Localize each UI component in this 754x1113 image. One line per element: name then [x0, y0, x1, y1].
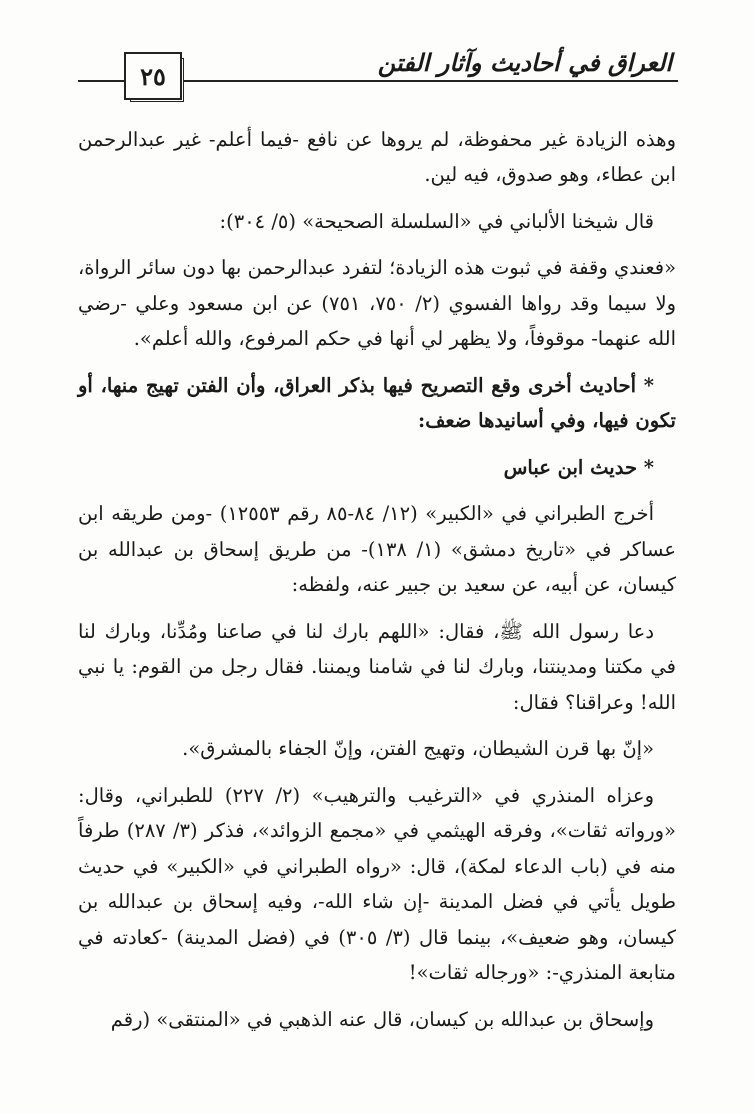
hadith-text: دعا رسول الله ﷺ، فقال: «اللهم بارك لنا في صاعنا ومُدِّنا، وبارك لنا في مكتنا ومدينتنا، وبارك لنا في شامنا ويمننا. فقال رجل من القوم: يا نبي الله! وعراقنا؟ فقال: — [78, 619, 676, 714]
page-number: ٢٥ — [124, 52, 182, 100]
paragraph: وعزاه المنذري في «الترغيب والترهيب» (٢/ ٢٢٧) للطبراني، وقال: «ورواته ثقات»، وفرقه الهيثمي في «مجمع الزوائد»، فذكر (٣/ ٢٨٧) طرفاً منه في (باب الدعاء لمكة)، قال: «رواه الطبراني في «الكبير» في حديث طويل يأتي في فضل المدينة -إن شاء الله-، وفيه إسحاق بن عبدالله بن كيسان، وهو ضعيف»، بينما قال (٣/ ٣٠٥) في (فضل المدينة) -كعادته في متابعة المنذري-: «ورجاله ثقات»! — [78, 783, 676, 985]
hadith-quote: «إنّ بها قرن الشيطان، وتهيج الفتن، وإنّ الجفاء بالمشرق». — [182, 737, 654, 761]
subsection-heading: * حديث ابن عباس — [503, 455, 654, 479]
book-title: العراق في أحاديث وآثار الفتن — [377, 48, 672, 77]
header-rule-left — [78, 80, 130, 82]
paragraph: أخرج الطبراني في «الكبير» (١٢/ ٨٤-٨٥ رقم ١٢٥٥٣) -ومن طريقه ابن عساكر في «تاريخ دمشق» (١/ ١٣٨)- من طريق إسحاق بن عبدالله بن كيسان، عن أبيه، عن سعيد بن جبير عنه، ولفظه: — [78, 502, 676, 597]
paragraph: وهذه الزيادة غير محفوظة، لم يروها عن نافع -فيما أعلم- غير عبدالرحمن ابن عطاء، وهو صدوق، فيه لين. — [78, 128, 676, 187]
quote-paragraph: «فعندي وقفة في ثبوت هذه الزيادة؛ لتفرد عبدالرحمن بها دون سائر الرواة، ولا سيما وقد رواها الفسوي (٢/ ٧٥٠، ٧٥١) عن ابن مسعود وعلي -رضي الله عنهما- موقوفاً، ولا يظهر لي أنها في حكم المرفوع، والله أعلم». — [78, 256, 676, 351]
page-header — [0, 0, 754, 110]
section-heading: * أحاديث أخرى وقع التصريح فيها بذكر العراق، وأن الفتن تهيج منها، أو تكون فيها، وفي أسانيدها ضعف: — [78, 373, 676, 433]
paragraph: وإسحاق بن عبدالله بن كيسان، قال عنه الذهبي في «المنتقى» (رقم — [110, 1007, 654, 1031]
page-body — [78, 122, 676, 1037]
header-rule-right — [182, 80, 678, 82]
paragraph: قال شيخنا الألباني في «السلسلة الصحيحة» (٥/ ٣٠٤): — [219, 209, 654, 233]
